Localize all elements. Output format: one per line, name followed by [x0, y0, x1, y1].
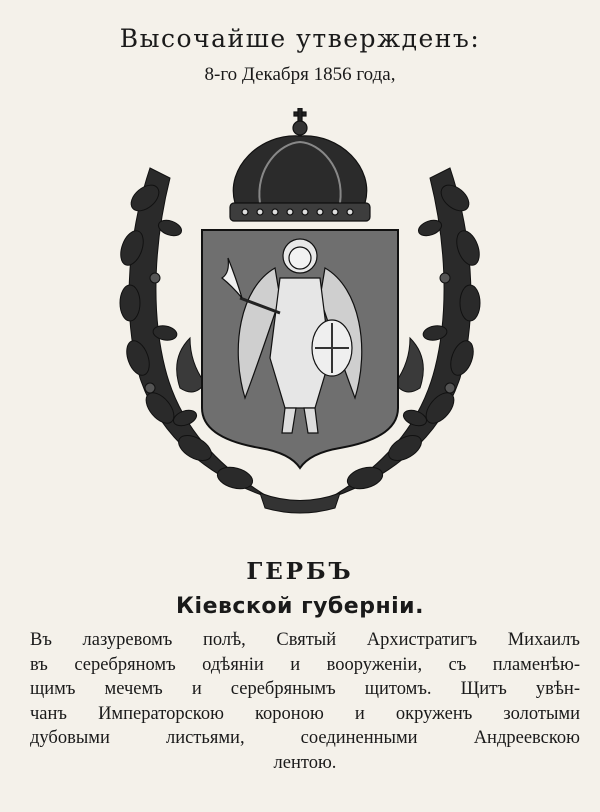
blazon-description — [30, 628, 580, 775]
description-line: Въ лазуревомъ полѣ, Святый Архистратигъ Михаилъ — [30, 630, 580, 650]
description-line: чанъ Императорскою короною и окруженъ золотыми — [30, 703, 580, 724]
approval-date: 8-го Декабря 1856 года, — [204, 64, 396, 85]
kiev-governorate-coat-of-arms-icon — [110, 108, 490, 516]
coat-of-arms-title: ГЕРБЪ — [246, 558, 354, 585]
description-line: въ серебряномъ одѣяніи и вооруженіи, съ пламенѣю- — [30, 654, 580, 675]
description-line: щимъ мечемъ и серебрянымъ щитомъ. Щитъ увѣн- — [30, 679, 580, 699]
approval-heading: Высочайше утвержденъ: — [119, 24, 481, 53]
governorate-name: Кіевской губерніи. — [176, 594, 424, 619]
description-line: дубовыми листьями, соединенными Андреевскою — [30, 728, 580, 748]
description-line: лентою. — [273, 752, 337, 773]
